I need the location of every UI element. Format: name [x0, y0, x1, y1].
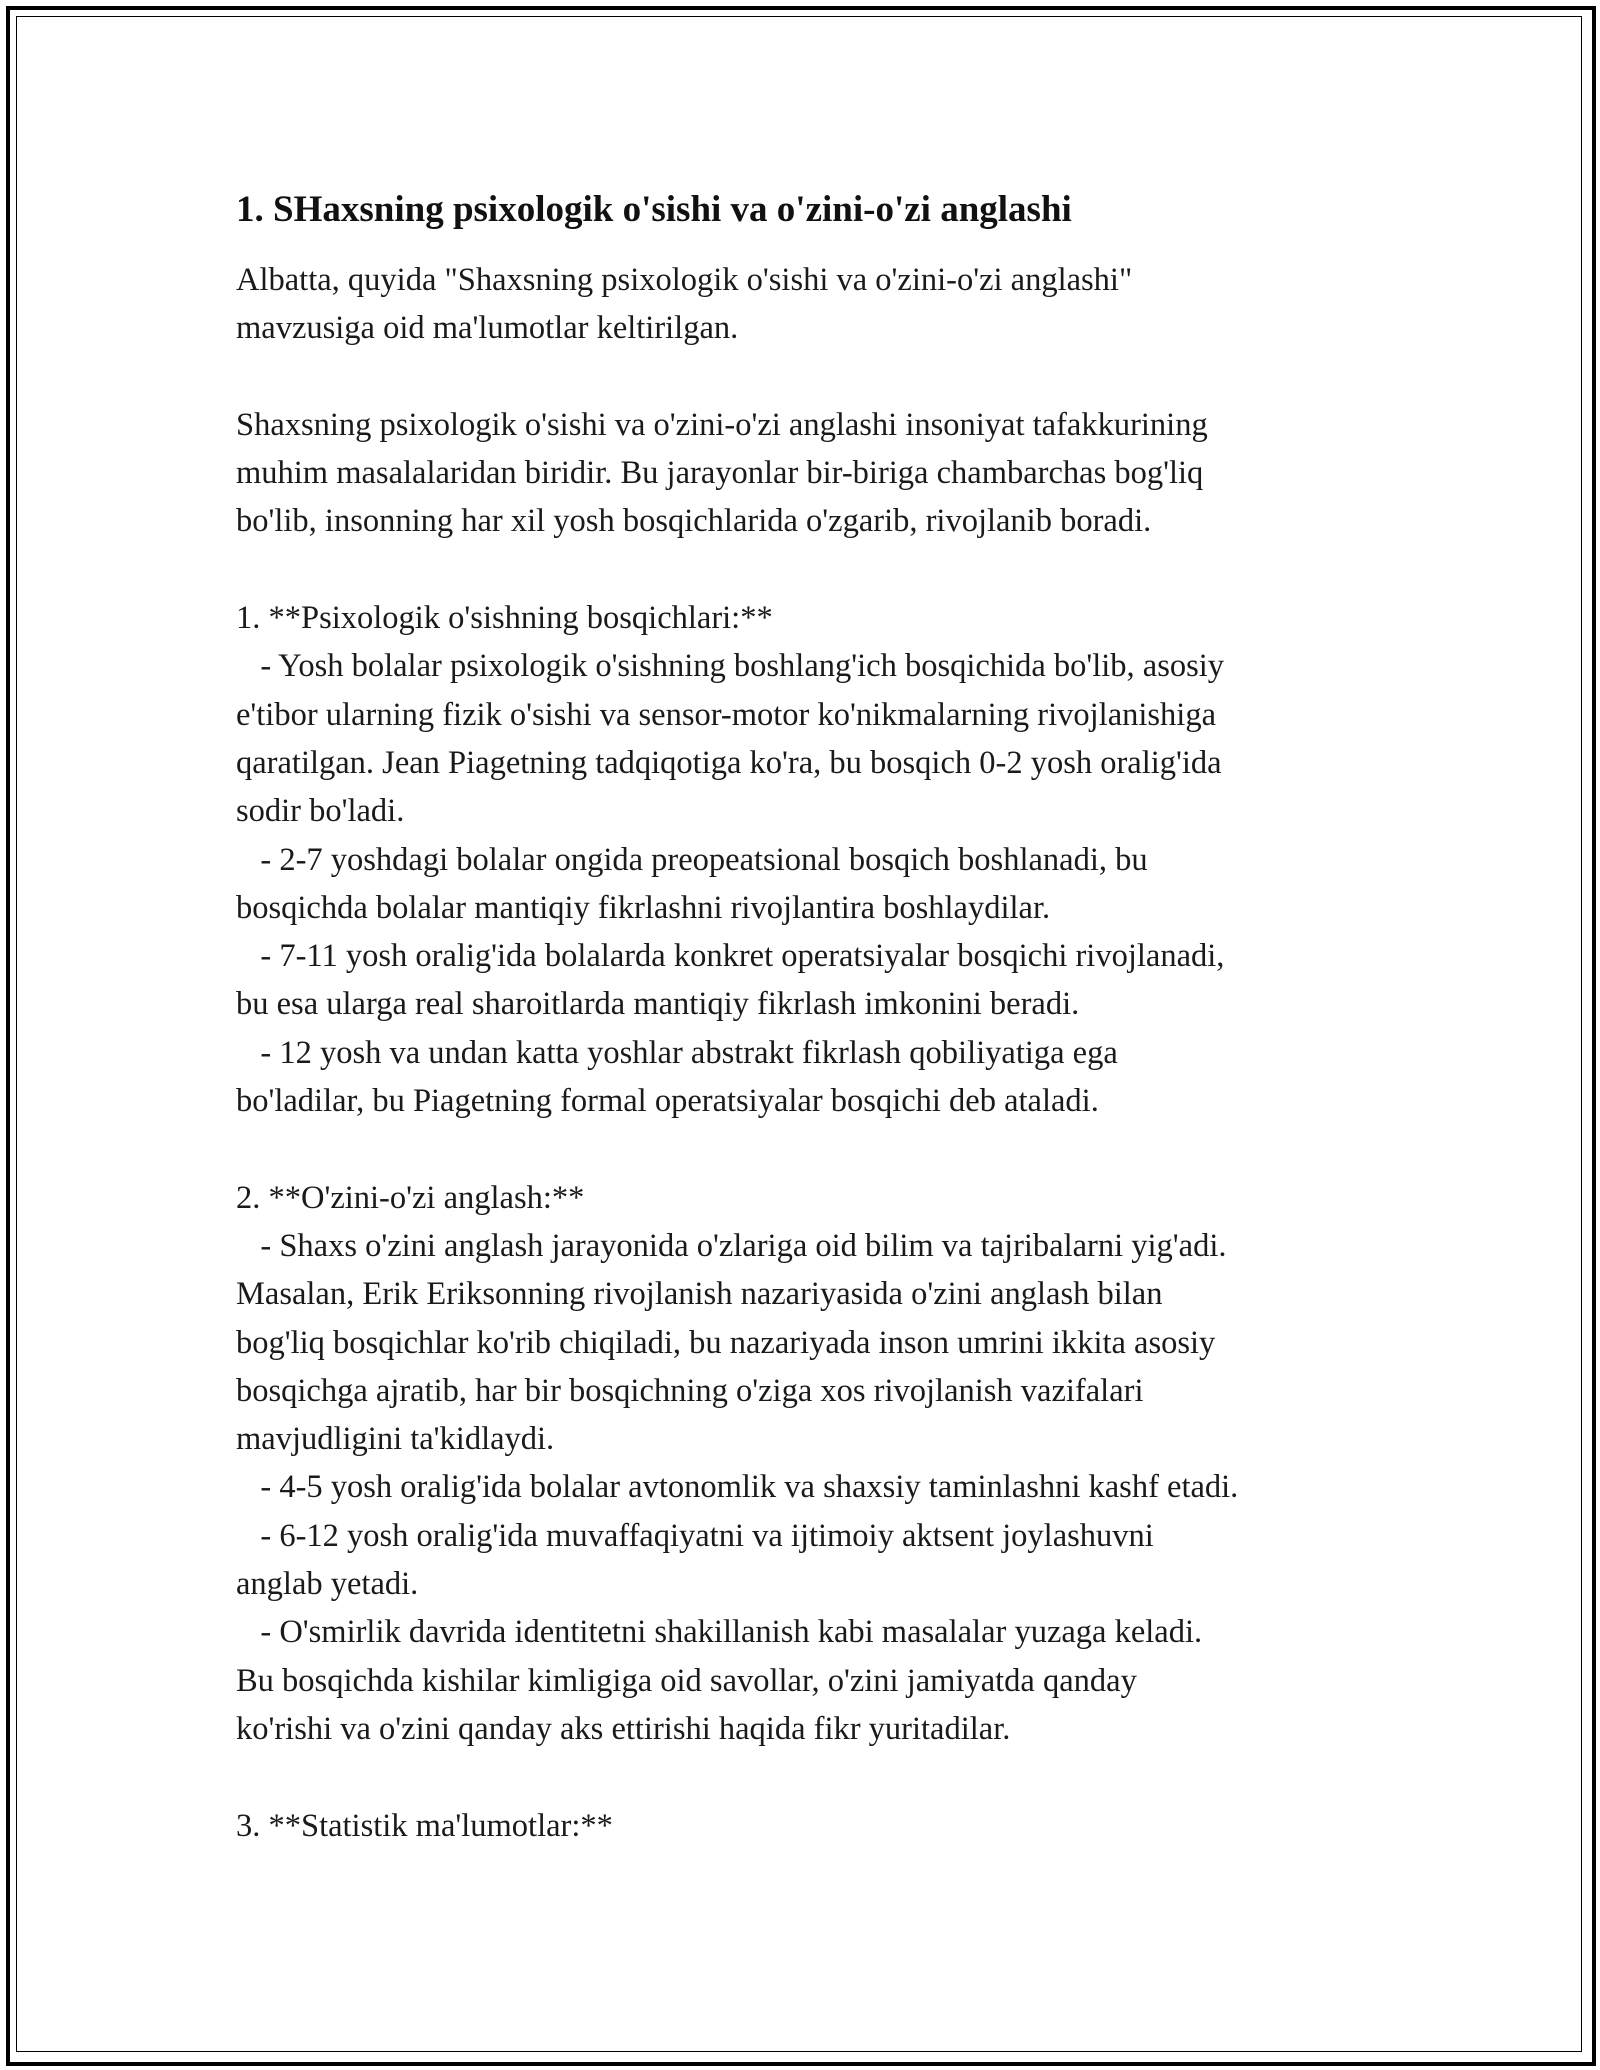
section-statistics: 3. **Statistik ma'lumotlar:** — [236, 1807, 613, 1844]
paragraph-intro: Albatta, quyida "Shaxsning psixologik o'sishi va o'zini-o'zi anglashi" mavzusiga oid ma'lumotlar keltirilgan. — [236, 262, 1133, 347]
section-psychological-growth: 1. **Psixologik o'sishning bosqichlari:** - Yosh bolalar psixologik o'sishning boshlang'ich bosqichida bo'lib, asosiy e'tibor ularning fizik o'sishi va sensor-motor ko'nikmalarning rivojlanishiga qaratilgan. Jean Piagetning tadqiqotiga ko'ra, bu bosqich 0-2 yosh oralig'ida sodir bo'ladi. - 2-7 yoshdagi bolalar ongida preopeatsional bosqich boshlanadi, bu bosqichda bolalar mantiqiy fikrlashni rivojlantira boshlaydilar. - 7-11 yosh oralig'ida bolalarda konkret operatsiyalar bosqichi rivojlanadi, bu esa ularga real sharoitlarda mantiqiy fikrlash imkonini beradi. - 12 yosh va undan katta yoshlar abstrakt fikrlash qobiliyatiga ega bo'ladilar, bu Piagetning formal operatsiyalar bosqichi deb ataladi. — [236, 600, 1225, 1120]
document-page — [236, 186, 1396, 1850]
paragraph-overview: Shaxsning psixologik o'sishi va o'zini-o'zi anglashi insoniyat tafakkurining muhim masalalaridan biridir. Bu jarayonlar bir-biriga chambarchas bog'liq bo'lib, insonning har xil yosh bosqichlarida o'zgarib, rivojlanib boradi. — [236, 406, 1208, 540]
section-self-awareness: 2. **O'zini-o'zi anglash:** - Shaxs o'zini anglash jarayonida o'zlariga oid bilim va tajribalarni yig'adi. Masalan, Erik Eriksonning rivojlanish nazariyasida o'zini anglash bilan bog'liq bosqichlar ko'rib chiqiladi, bu nazariyada inson umrini ikkita asosiy bosqichga ajratib, har bir bosqichning o'ziga xos rivojlanish vazifalari mavjudligini ta'kidlaydi. - 4-5 yosh oralig'ida bolalar avtonomlik va shaxsiy taminlashni kashf etadi. - 6-12 yosh oralig'ida muvaffaqiyatni va ijtimoiy aktsent joylashuvni anglab yetadi. - O'smirlik davrida identitetni shakillanish kabi masalalar yuzaga keladi. Bu bosqichda kishilar kimligiga oid savollar, o'zini jamiyatda qanday ko'rishi va o'zini qanday aks ettirishi haqida fikr yuritadilar. — [236, 1179, 1239, 1747]
document-body — [236, 256, 1396, 1850]
document-title: 1. SHaxsning psixologik o'sishi va o'zini-o'zi anglashi — [236, 189, 1072, 230]
